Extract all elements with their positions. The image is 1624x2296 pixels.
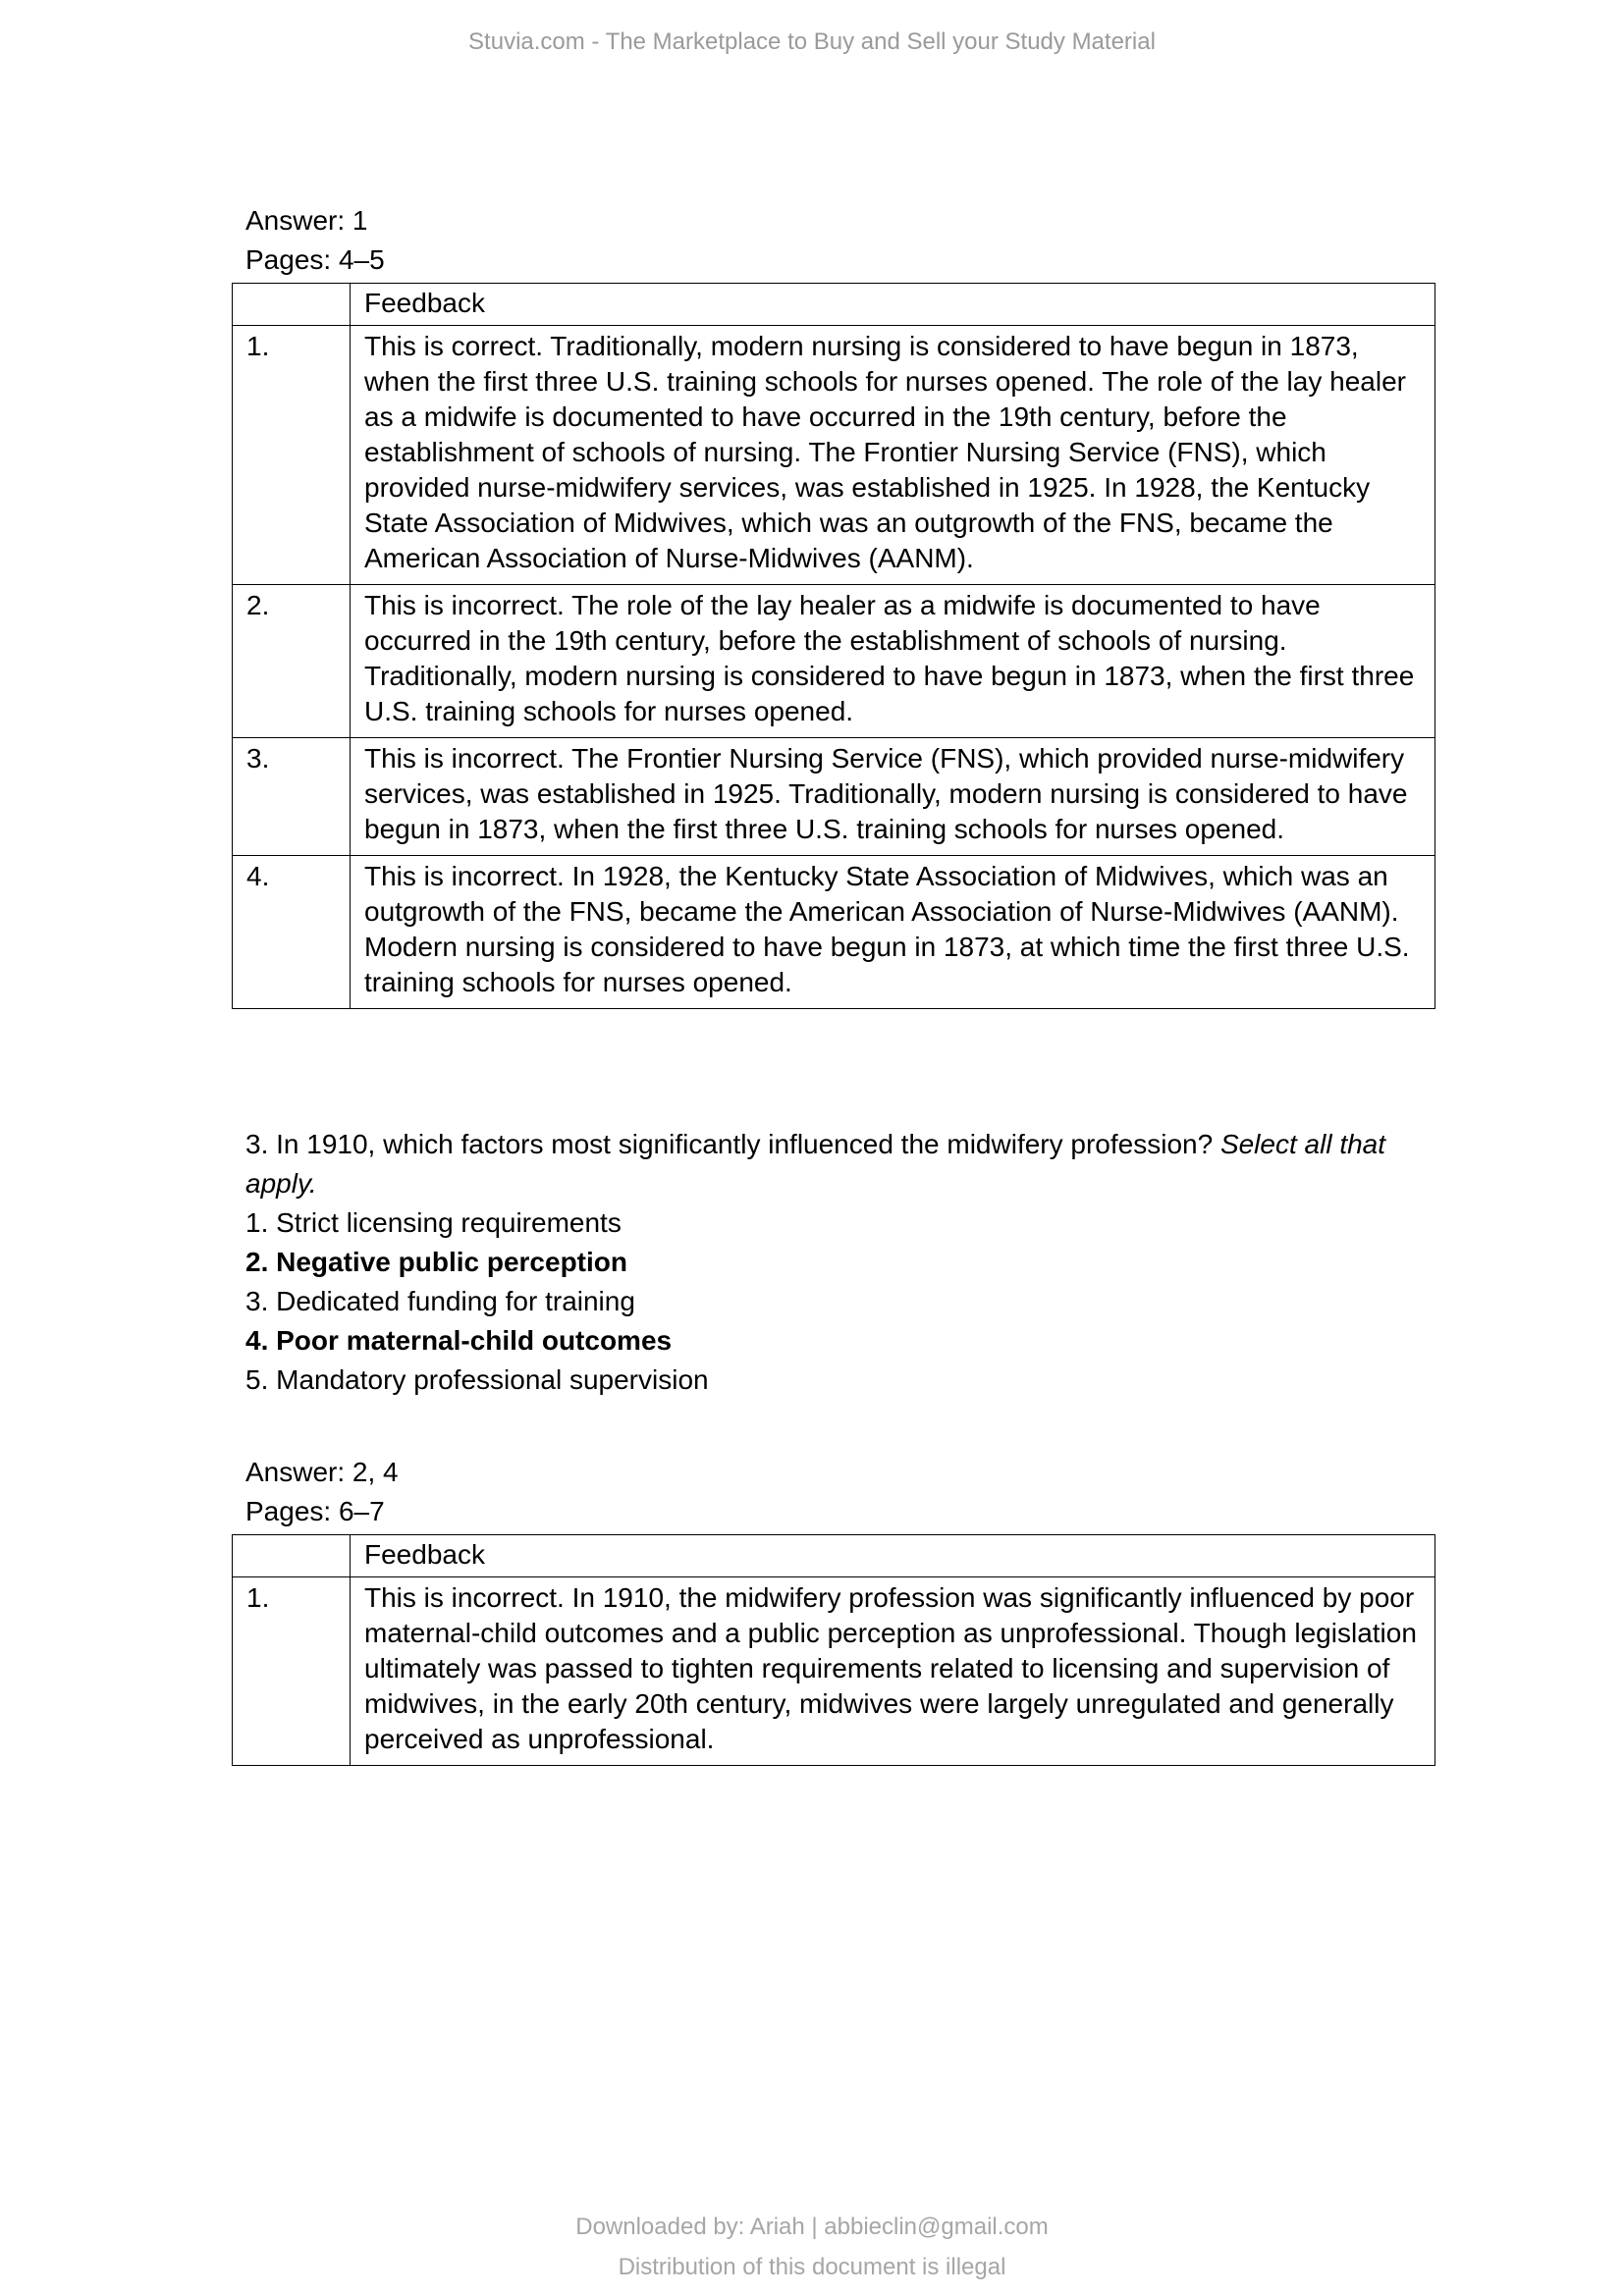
question-option-5: 5. Mandatory professional supervision bbox=[245, 1364, 709, 1395]
feedback-row bbox=[233, 738, 1435, 856]
site-header-text: Stuvia.com - The Marketplace to Buy and Sell your Study Material bbox=[468, 28, 1156, 55]
question-stem-instruction: Select all that apply. bbox=[245, 1129, 1386, 1199]
feedback-row bbox=[233, 585, 1435, 738]
feedback-row-number: 2. bbox=[233, 585, 351, 738]
feedback-table-1-header-empty-cell bbox=[233, 284, 351, 326]
question-stem bbox=[245, 1125, 1435, 1203]
feedback-table-2-header-empty-cell bbox=[233, 1535, 351, 1577]
document-content bbox=[245, 201, 1435, 1766]
feedback-row-number: 4. bbox=[233, 856, 351, 1009]
answer-block-2 bbox=[245, 1453, 1435, 1531]
feedback-table-1-header-row bbox=[233, 284, 1435, 326]
feedback-table-2 bbox=[232, 1534, 1435, 1766]
site-header bbox=[0, 27, 1624, 57]
feedback-row-text: This is incorrect. The Frontier Nursing Service (FNS), which provided nurse-midwifery services, was established in 1925. Traditionally, modern nursing is considered to have begun in 1873, when the first three U.S. training schools for nurses opened. bbox=[351, 738, 1435, 856]
feedback-table-1-header-label: Feedback bbox=[351, 284, 1435, 326]
feedback-row bbox=[233, 856, 1435, 1009]
question-options bbox=[245, 1203, 1435, 1400]
feedback-row-text: This is incorrect. The role of the lay healer as a midwife is documented to have occurred in the 19th century, before the establishment of schools of nursing. Traditionally, modern nursing is considered to have begun in 1873, when the first three U.S. training schools for nurses opened. bbox=[351, 585, 1435, 738]
answer-line-1: Answer: 1 bbox=[245, 205, 368, 236]
question-stem-text: 3. In 1910, which factors most significantly influenced the midwifery profession? bbox=[245, 1129, 1220, 1159]
footer-distribution-notice: Distribution of this document is illegal bbox=[618, 2254, 1006, 2280]
feedback-row-number: 1. bbox=[233, 326, 351, 585]
answer-line-2: Answer: 2, 4 bbox=[245, 1457, 399, 1487]
pages-line-1: Pages: 4–5 bbox=[245, 244, 385, 275]
feedback-table-2-header-row bbox=[233, 1535, 1435, 1577]
question-option-2: 2. Negative public perception bbox=[245, 1247, 627, 1277]
question-3-block bbox=[245, 1125, 1435, 1400]
feedback-row-number: 1. bbox=[233, 1577, 351, 1766]
feedback-row bbox=[233, 1577, 1435, 1766]
footer-downloaded-by: Downloaded by: Ariah | abbieclin@gmail.com bbox=[575, 2214, 1049, 2240]
feedback-row-number: 3. bbox=[233, 738, 351, 856]
feedback-table-1 bbox=[232, 283, 1435, 1009]
question-option-1: 1. Strict licensing requirements bbox=[245, 1207, 622, 1238]
pages-line-2: Pages: 6–7 bbox=[245, 1496, 385, 1526]
feedback-row-text: This is correct. Traditionally, modern nursing is considered to have begun in 1873, when the first three U.S. training schools for nurses opened. The role of the lay healer as a midwife is documented to have occurred in the 19th century, before the establishment of schools of nursing. The Frontier Nursing Service (FNS), which provided nurse-midwifery services, was established in 1925. In 1928, the Kentucky State Association of Midwives, which was an outgrowth of the FNS, became the American Association of Nurse-Midwives (AANM). bbox=[351, 326, 1435, 585]
feedback-row bbox=[233, 326, 1435, 585]
question-option-3: 3. Dedicated funding for training bbox=[245, 1286, 635, 1316]
feedback-row-text: This is incorrect. In 1910, the midwifery profession was significantly influenced by poor maternal-child outcomes and a public perception as unprofessional. Though legislation ultimately was passed to tighten requirements related to licensing and supervision of midwives, in the early 20th century, midwives were largely unregulated and generally perceived as unprofessional. bbox=[351, 1577, 1435, 1766]
feedback-row-text: This is incorrect. In 1928, the Kentucky State Association of Midwives, which was an outgrowth of the FNS, became the American Association of Nurse-Midwives (AANM). Modern nursing is considered to have begun in 1873, at which time the first three U.S. training schools for nurses opened. bbox=[351, 856, 1435, 1009]
document-footer bbox=[0, 2207, 1624, 2287]
feedback-table-2-header-label: Feedback bbox=[351, 1535, 1435, 1577]
question-option-4: 4. Poor maternal-child outcomes bbox=[245, 1325, 673, 1356]
